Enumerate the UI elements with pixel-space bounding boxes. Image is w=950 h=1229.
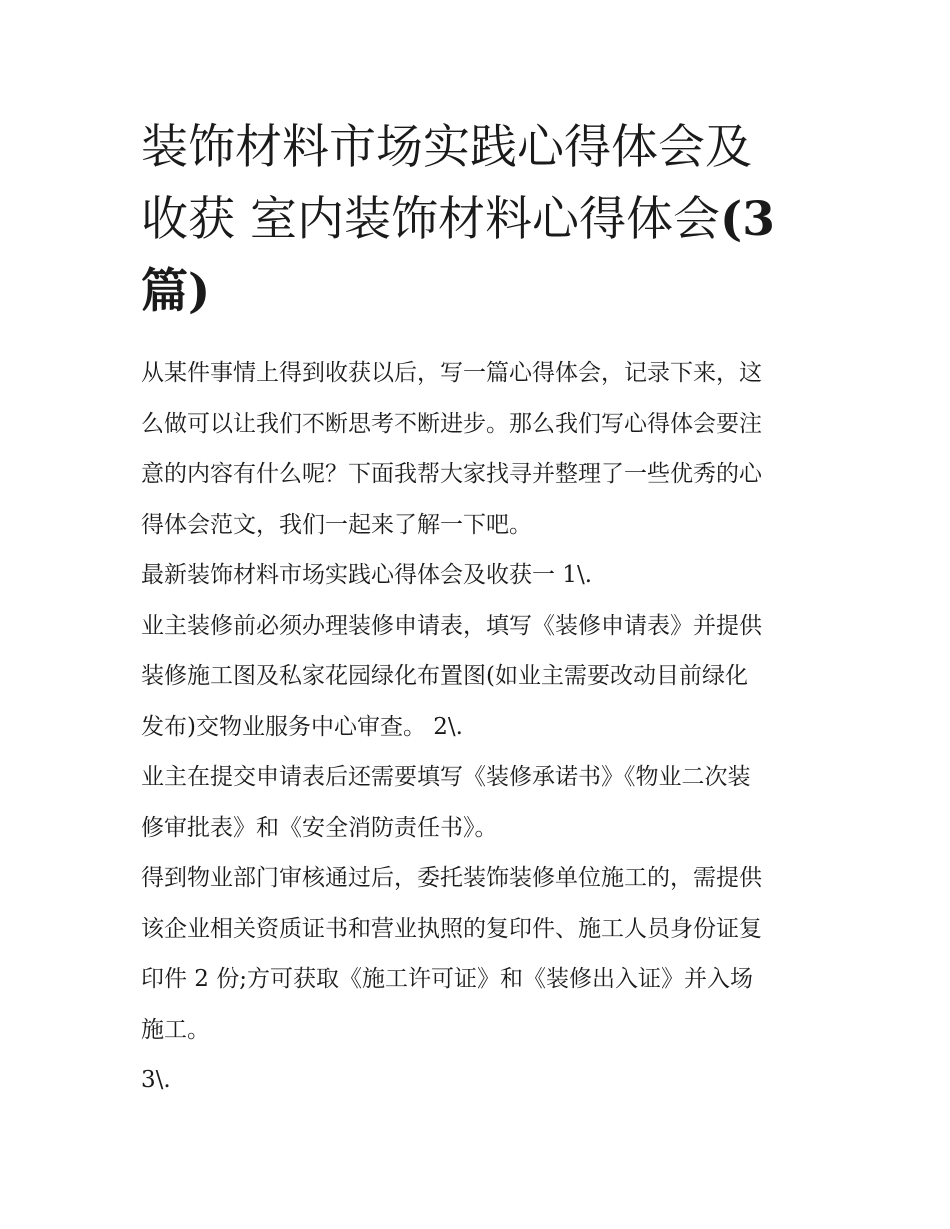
paragraph-line: 该企业相关资质证书和营业执照的复印件、施工人员身份证复 xyxy=(141,915,762,942)
intro-line: 从某件事情上得到收获以后，写一篇心得体会，记录下来，这 xyxy=(141,360,762,386)
intro-line: 么做可以让我们不断思考不断进步。那么我们写心得体会要注 xyxy=(141,410,762,437)
title-line-3: 篇) xyxy=(141,264,211,319)
paragraph-2 xyxy=(141,752,821,853)
paragraph-line: 发布)交物业服务中心审查。 2\. xyxy=(141,713,463,740)
document-title xyxy=(141,112,821,328)
document-page xyxy=(141,112,821,1106)
intro-line: 意的内容有什么呢？下面我帮大家找寻并整理了一些优秀的心 xyxy=(141,461,762,487)
paragraph-line: 印件 2 份;方可获取《施工许可证》和《装修出入证》并入场 xyxy=(141,966,754,992)
paragraph-line: 业主在提交申请表后还需要填写《装修承诺书》《物业二次装 xyxy=(141,764,751,790)
paragraph-line: 装修施工图及私家花园绿化布置图(如业主需要改动目前绿化 xyxy=(141,663,748,689)
paragraph-1 xyxy=(141,601,821,753)
paragraph-3 xyxy=(141,853,821,1055)
intro-line: 得体会范文，我们一起来了解一下吧。 xyxy=(141,511,532,538)
title-line-1: 装饰材料市场实践心得体会及 xyxy=(141,120,752,175)
title-line-2: 收获 室内装饰材料心得体会 xyxy=(141,192,720,247)
intro-paragraph xyxy=(141,348,821,550)
document-body xyxy=(141,348,821,1106)
title-line-2-suffix: (3 xyxy=(719,192,775,247)
paragraph-4: 3\. xyxy=(141,1067,171,1093)
paragraph-line: 得到物业部门审核通过后，委托装饰装修单位施工的，需提供 xyxy=(141,865,762,891)
paragraph-line: 施工。 xyxy=(141,1016,210,1043)
paragraph-line: 业主装修前必须办理装修申请表，填写《装修申请表》并提供 xyxy=(141,612,762,639)
section-heading: 最新装饰材料市场实践心得体会及收获一 1\. xyxy=(141,562,593,588)
paragraph-line: 修审批表》和《安全消防责任书》。 xyxy=(141,814,498,841)
